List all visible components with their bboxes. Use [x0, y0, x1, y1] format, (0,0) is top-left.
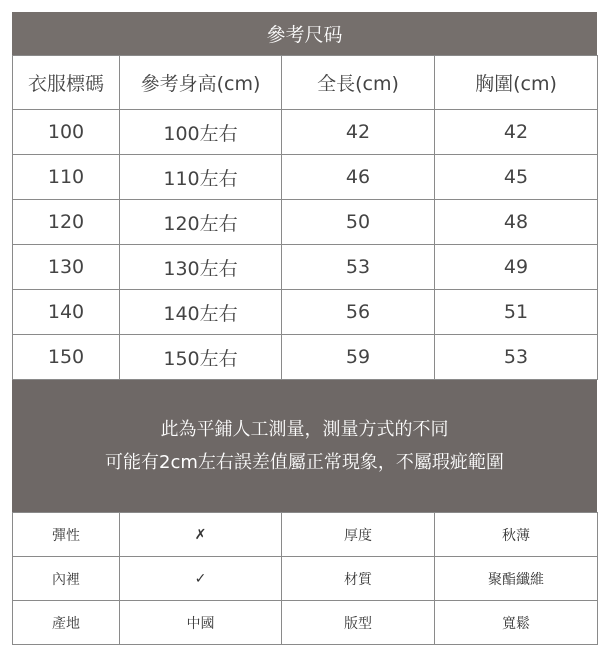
- size-cell: 120: [13, 200, 120, 245]
- table-row: [13, 155, 598, 200]
- size-chart: [12, 12, 597, 645]
- height-cell: 120左右: [120, 200, 282, 245]
- length-cell: 46: [282, 155, 435, 200]
- col-header-size: 衣服標碼: [13, 56, 120, 110]
- length-cell: 42: [282, 110, 435, 155]
- col-header-length: 全長(cm): [282, 56, 435, 110]
- table-row: [13, 245, 598, 290]
- attr-value-material: 聚酯纖維: [435, 557, 598, 601]
- attr-label-fit: 版型: [282, 601, 435, 645]
- size-cell: 130: [13, 245, 120, 290]
- chest-cell: 42: [435, 110, 598, 155]
- note-line-2: 可能有2cm左右誤差值屬正常現象，不屬瑕疵範圍: [105, 452, 504, 473]
- height-cell: 130左右: [120, 245, 282, 290]
- attr-label-material: 材質: [282, 557, 435, 601]
- table-row: [13, 290, 598, 335]
- chart-title: 參考尺码: [12, 12, 597, 55]
- col-header-chest: 胸圍(cm): [435, 56, 598, 110]
- table-row: [13, 557, 598, 601]
- height-cell: 100左右: [120, 110, 282, 155]
- size-cell: 140: [13, 290, 120, 335]
- attr-label-thickness: 厚度: [282, 513, 435, 557]
- height-cell: 140左右: [120, 290, 282, 335]
- attr-label-lining: 內裡: [13, 557, 120, 601]
- table-row: [13, 200, 598, 245]
- size-table: [12, 55, 598, 380]
- table-row: [13, 335, 598, 380]
- cross-icon: ✗: [120, 513, 282, 557]
- length-cell: 56: [282, 290, 435, 335]
- attr-value-origin: 中國: [120, 601, 282, 645]
- chest-cell: 53: [435, 335, 598, 380]
- table-row: [13, 513, 598, 557]
- attr-value-thickness: 秋薄: [435, 513, 598, 557]
- check-icon: ✓: [120, 557, 282, 601]
- table-row: [13, 110, 598, 155]
- chest-cell: 49: [435, 245, 598, 290]
- height-cell: 150左右: [120, 335, 282, 380]
- length-cell: 50: [282, 200, 435, 245]
- note-line-1: 此為平鋪人工測量，測量方式的不同: [160, 419, 449, 440]
- chest-cell: 45: [435, 155, 598, 200]
- chest-cell: 51: [435, 290, 598, 335]
- size-cell: 150: [13, 335, 120, 380]
- table-row: [13, 601, 598, 645]
- attr-value-fit: 寬鬆: [435, 601, 598, 645]
- length-cell: 53: [282, 245, 435, 290]
- size-table-header: [13, 56, 598, 110]
- size-cell: 100: [13, 110, 120, 155]
- size-cell: 110: [13, 155, 120, 200]
- height-cell: 110左右: [120, 155, 282, 200]
- attr-label-elasticity: 彈性: [13, 513, 120, 557]
- attr-label-origin: 產地: [13, 601, 120, 645]
- length-cell: 59: [282, 335, 435, 380]
- col-header-height: 參考身高(cm): [120, 56, 282, 110]
- chest-cell: 48: [435, 200, 598, 245]
- measurement-note: [12, 380, 597, 512]
- attribute-table: [12, 512, 598, 645]
